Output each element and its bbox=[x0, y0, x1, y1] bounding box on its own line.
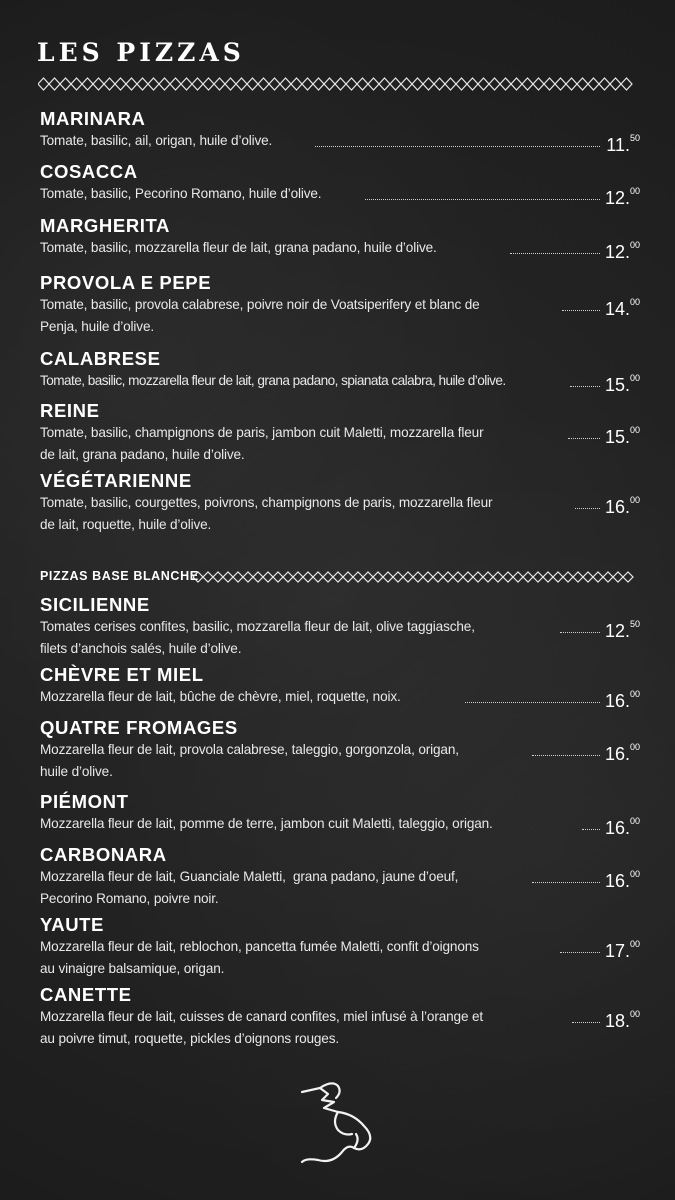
item-name: YAUTE bbox=[40, 914, 105, 935]
menu-item-reine bbox=[40, 400, 640, 470]
menu-item-carbonara bbox=[40, 844, 640, 914]
item-description: Mozzarella fleur de lait, pomme de terre, jambon cuit Maletti, taleggio, origan. bbox=[40, 816, 493, 831]
dot-leader bbox=[562, 309, 600, 311]
item-name: CHÈVRE ET MIEL bbox=[40, 664, 204, 685]
menu-item-yaute bbox=[40, 914, 640, 984]
item-name: CARBONARA bbox=[40, 844, 167, 865]
item-description: Mozzarella fleur de lait, provola calabrese, taleggio, gorgonzola, origan, bbox=[40, 742, 459, 757]
item-description: Penja, huile d’olive. bbox=[40, 319, 154, 334]
item-price: 12.00 bbox=[604, 186, 640, 208]
item-price: 16.00 bbox=[604, 742, 640, 764]
menu-item-canette bbox=[40, 984, 640, 1054]
dot-leader bbox=[560, 951, 600, 953]
item-description: Tomate, basilic, provola calabrese, poivre noir de Voatsiperifery et blanc de bbox=[40, 297, 480, 312]
menu-item-margherita bbox=[40, 215, 640, 272]
item-name: PROVOLA E PEPE bbox=[40, 272, 212, 293]
item-description: au vinaigre balsamique, origan. bbox=[40, 961, 225, 976]
item-description: Mozzarella fleur de lait, Guanciale Maletti, grana padano, jaune d’oeuf, bbox=[40, 869, 459, 884]
dot-leader bbox=[465, 701, 600, 703]
menu-item-piemont bbox=[40, 791, 640, 844]
item-name: COSACCA bbox=[40, 161, 138, 182]
item-price: 15.00 bbox=[604, 373, 640, 395]
dot-leader bbox=[532, 881, 600, 883]
pizza-list bbox=[40, 108, 640, 540]
bull-logo-icon bbox=[298, 1078, 378, 1168]
item-price: 14.00 bbox=[604, 297, 640, 319]
dot-leader bbox=[582, 828, 600, 830]
item-price: 15.00 bbox=[604, 425, 640, 447]
menu-item-quatre-fromages bbox=[40, 717, 640, 791]
item-description: de lait, roquette, huile d’olive. bbox=[40, 517, 212, 532]
dot-leader bbox=[575, 507, 600, 509]
section-header-base-blanche bbox=[40, 568, 640, 586]
menu-item-sicilienne bbox=[40, 594, 640, 664]
item-name: CANETTE bbox=[40, 984, 132, 1005]
item-description: Tomate, basilic, mozzarella fleur de lait, grana padano, huile d’olive. bbox=[40, 240, 437, 255]
item-price: 16.00 bbox=[604, 689, 640, 711]
menu-item-marinara bbox=[40, 108, 640, 161]
dot-leader bbox=[365, 198, 600, 200]
section-title: PIZZAS BASE BLANCHE bbox=[40, 569, 199, 583]
item-name: MARGHERITA bbox=[40, 215, 171, 236]
item-description: Tomate, basilic, Pecorino Romano, huile d’olive. bbox=[40, 186, 322, 201]
menu-item-chevre-et-miel bbox=[40, 664, 640, 717]
item-description: Tomate, basilic, champignons de paris, jambon cuit Maletti, mozzarella fleur bbox=[40, 425, 484, 440]
item-description: Mozzarella fleur de lait, cuisses de canard confites, miel infusé à l’orange et bbox=[40, 1009, 484, 1024]
menu-item-vegetarienne bbox=[40, 470, 640, 540]
dot-leader bbox=[570, 385, 600, 387]
item-name: CALABRESE bbox=[40, 348, 161, 369]
item-description: Tomate, basilic, courgettes, poivrons, champignons de paris, mozzarella fleur bbox=[40, 495, 493, 510]
item-name: SICILIENNE bbox=[40, 594, 150, 615]
item-price: 18.00 bbox=[604, 1009, 640, 1031]
item-price: 12.50 bbox=[604, 619, 640, 641]
item-description: Pecorino Romano, poivre noir. bbox=[40, 891, 219, 906]
dot-leader bbox=[572, 1021, 600, 1023]
item-description: Mozzarella fleur de lait, bûche de chèvre, miel, roquette, noix. bbox=[40, 689, 401, 704]
menu-item-calabrese bbox=[40, 348, 640, 400]
item-description: huile d’olive. bbox=[40, 764, 113, 779]
item-price: 16.00 bbox=[604, 869, 640, 891]
item-description: de lait, grana padano, huile d’olive. bbox=[40, 447, 245, 462]
item-price: 17.00 bbox=[604, 939, 640, 961]
item-price: 11.50 bbox=[606, 133, 640, 155]
item-name: PIÉMONT bbox=[40, 791, 129, 812]
dot-leader bbox=[315, 145, 600, 147]
menu-item-provola-e-pepe bbox=[40, 272, 640, 348]
item-description: au poivre timut, roquette, pickles d’oignons rouges. bbox=[40, 1031, 339, 1046]
item-description: Mozzarella fleur de lait, reblochon, pancetta fumée Maletti, confit d’oignons bbox=[40, 939, 479, 954]
dot-leader bbox=[568, 437, 600, 439]
diamond-divider bbox=[193, 571, 635, 583]
item-description: Tomates cerises confites, basilic, mozzarella fleur de lait, olive taggiasche, bbox=[40, 619, 475, 634]
item-name: REINE bbox=[40, 400, 100, 421]
item-price: 12.00 bbox=[604, 240, 640, 262]
item-name: MARINARA bbox=[40, 108, 146, 129]
item-description: Tomate, basilic, ail, origan, huile d’olive. bbox=[40, 133, 273, 148]
dot-leader bbox=[510, 252, 600, 254]
page-title: LES PIZZAS bbox=[37, 38, 245, 67]
item-description: Tomate, basilic, mozzarella fleur de lait, grana padano, spianata calabra, huile d’olive. bbox=[40, 373, 506, 388]
diamond-divider bbox=[38, 77, 638, 91]
menu-item-cosacca bbox=[40, 161, 640, 215]
dot-leader bbox=[560, 631, 600, 633]
item-price: 16.00 bbox=[604, 495, 640, 517]
item-price: 16.00 bbox=[604, 816, 640, 838]
item-name: QUATRE FROMAGES bbox=[40, 717, 238, 738]
item-description: filets d’anchois salés, huile d’olive. bbox=[40, 641, 242, 656]
item-name: VÉGÉTARIENNE bbox=[40, 470, 192, 491]
pizza-base-blanche-list bbox=[40, 594, 640, 1054]
dot-leader bbox=[532, 754, 600, 756]
